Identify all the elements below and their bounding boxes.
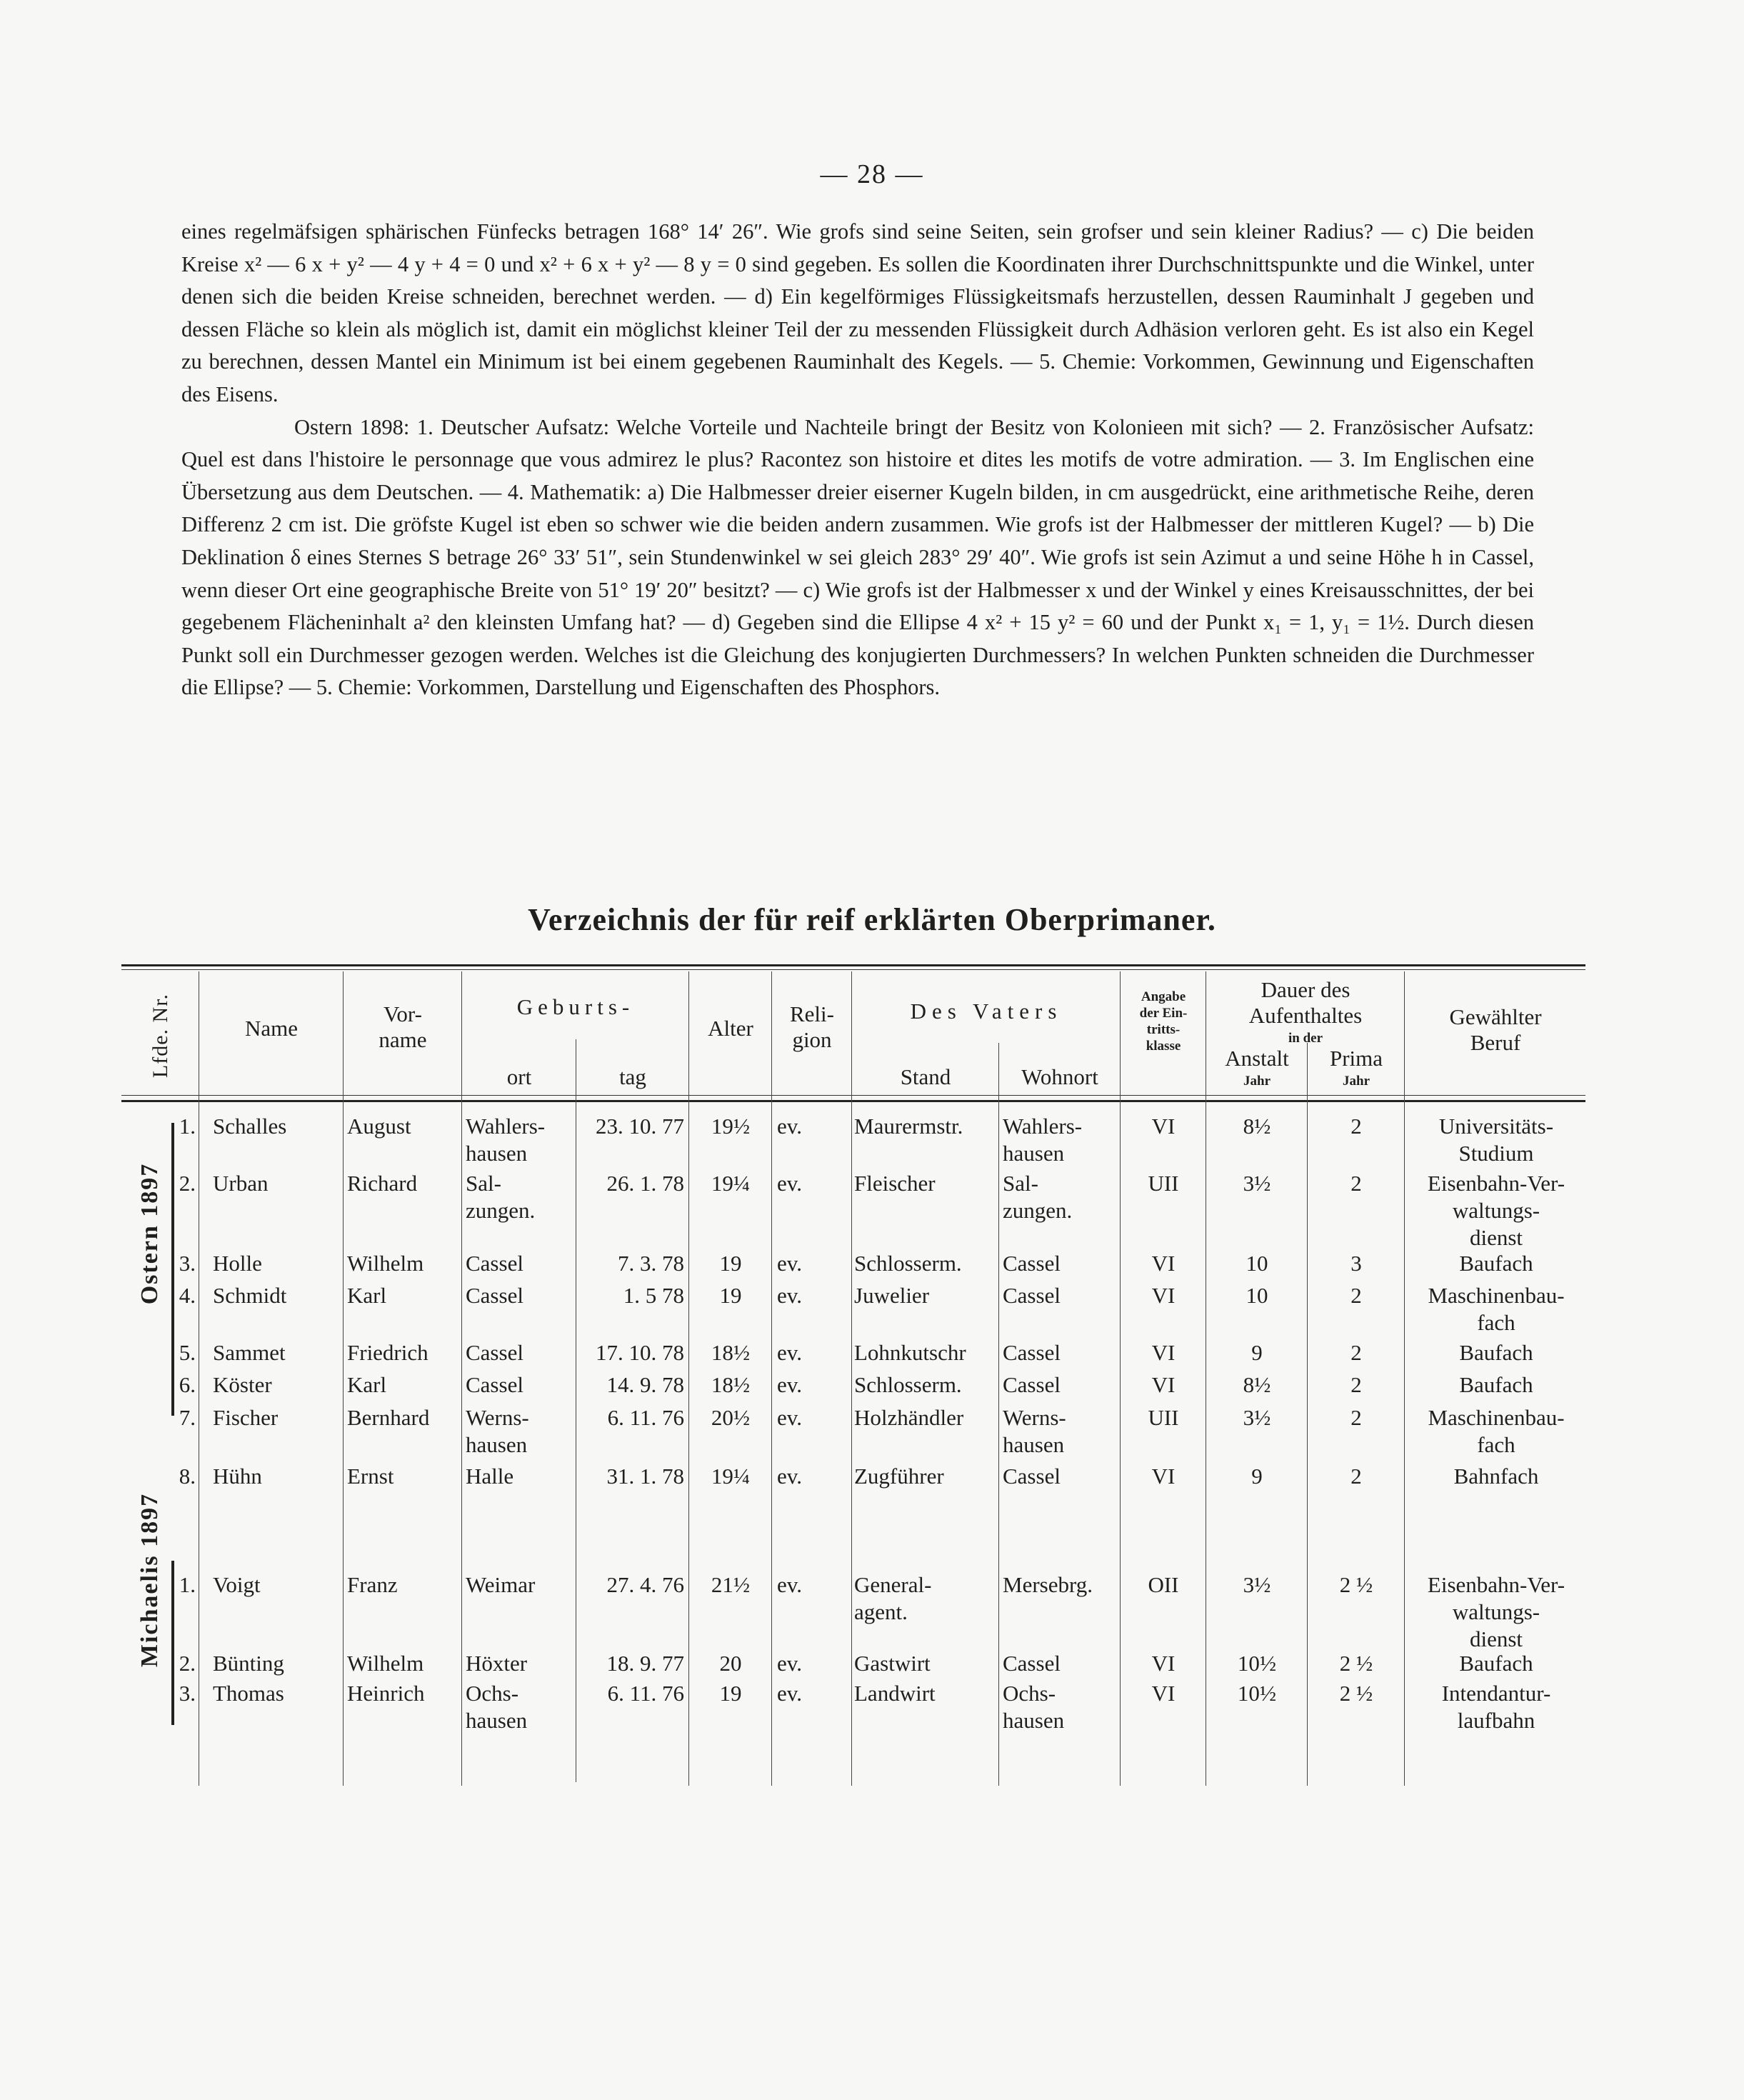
cell-religion: ev. xyxy=(777,1340,802,1365)
cell-tag: 7. 3. 78 xyxy=(618,1251,684,1276)
cell-beruf: Eisenbahn-Ver- waltungs- dienst xyxy=(1427,1171,1565,1250)
cell-vorname: Heinrich xyxy=(347,1681,425,1706)
cell-alter: 19¼ xyxy=(711,1464,751,1489)
cell-wohnort: Cassel xyxy=(1003,1251,1061,1276)
cell-stand: Juwelier xyxy=(854,1283,930,1308)
cell-tag: 27. 4. 76 xyxy=(606,1572,684,1597)
cell-anstalt: 3½ xyxy=(1243,1405,1271,1430)
cell-tag: 6. 11. 76 xyxy=(607,1405,684,1430)
header-jahr-prima: Jahr xyxy=(1343,1074,1370,1089)
cell-prima: 2 xyxy=(1350,1405,1362,1430)
cell-beruf: Maschinenbau- fach xyxy=(1428,1283,1565,1335)
header-jahr-anstalt: Jahr xyxy=(1243,1074,1271,1089)
cell-nr: 4. xyxy=(179,1283,196,1308)
cell-religion: ev. xyxy=(777,1283,802,1308)
cell-ort: Höxter xyxy=(466,1651,528,1676)
header-angabe: Angabe der Ein- tritts- klasse xyxy=(1139,989,1188,1054)
body-text xyxy=(181,216,1534,704)
cell-beruf: Baufach xyxy=(1459,1251,1533,1276)
cell-prima: 2 xyxy=(1350,1464,1362,1489)
cell-klasse: VI xyxy=(1151,1372,1176,1397)
header-vater-wohnort: Wohnort xyxy=(1021,1064,1098,1089)
cell-ort: Wahlers- hausen xyxy=(466,1114,546,1166)
cell-beruf: Bahnfach xyxy=(1453,1464,1539,1489)
cell-name: Voigt xyxy=(213,1572,261,1597)
cell-ort: Cassel xyxy=(466,1372,523,1397)
cell-tag: 23. 10. 77 xyxy=(596,1114,684,1139)
cell-vorname: Karl xyxy=(347,1283,387,1308)
header-anstalt: Anstalt xyxy=(1225,1046,1289,1071)
cell-name: Bünting xyxy=(213,1651,284,1676)
cell-stand: General- agent. xyxy=(854,1572,932,1624)
cell-nr: 5. xyxy=(179,1340,196,1365)
cell-prima: 2 ½ xyxy=(1339,1651,1373,1676)
cell-prima: 2 ½ xyxy=(1339,1572,1373,1597)
cell-alter: 19½ xyxy=(711,1114,751,1139)
cell-anstalt: 10 xyxy=(1246,1283,1268,1308)
cell-name: Hühn xyxy=(213,1464,262,1489)
cell-alter: 18½ xyxy=(711,1340,751,1365)
cell-name: Köster xyxy=(213,1372,272,1397)
cell-religion: ev. xyxy=(777,1114,802,1139)
header-prima: Prima xyxy=(1329,1046,1383,1071)
cell-ort: Weimar xyxy=(466,1572,536,1597)
cell-alter: 19¼ xyxy=(711,1171,751,1196)
cell-klasse: VI xyxy=(1151,1114,1176,1139)
cell-alter: 19 xyxy=(719,1681,742,1706)
cell-vorname: Friedrich xyxy=(347,1340,429,1365)
table-title: Verzeichnis der für reif erklärten Oberprimaner. xyxy=(528,902,1216,937)
cell-stand: Lohnkutschr xyxy=(854,1340,966,1365)
cell-vorname: Wilhelm xyxy=(347,1651,424,1676)
cell-tag: 18. 9. 77 xyxy=(606,1651,684,1676)
cell-klasse: VI xyxy=(1151,1251,1176,1276)
cell-beruf: Maschinenbau- fach xyxy=(1428,1405,1565,1457)
cell-tag: 17. 10. 78 xyxy=(596,1340,684,1365)
cell-klasse: VI xyxy=(1151,1283,1176,1308)
cell-vorname: Bernhard xyxy=(347,1405,430,1430)
cell-prima: 2 xyxy=(1350,1283,1362,1308)
header-geburts-tag: tag xyxy=(619,1064,646,1089)
cell-tag: 14. 9. 78 xyxy=(606,1372,684,1397)
cell-anstalt: 3½ xyxy=(1243,1572,1271,1597)
cell-nr: 3. xyxy=(179,1251,196,1276)
cell-anstalt: 9 xyxy=(1251,1340,1263,1365)
cell-vorname: Ernst xyxy=(347,1464,394,1489)
cell-wohnort: Mersebrg. xyxy=(1003,1572,1093,1597)
cell-beruf: Universitäts- Studium xyxy=(1438,1114,1554,1166)
header-in-der: in der xyxy=(1288,1031,1323,1046)
header-vaters: Des Vaters xyxy=(910,999,1063,1024)
group-label-michaelis: Michaelis 1897 xyxy=(136,1492,163,1668)
cell-religion: ev. xyxy=(777,1681,802,1706)
cell-nr: 3. xyxy=(179,1681,196,1706)
cell-name: Sammet xyxy=(213,1340,286,1365)
cell-beruf: Baufach xyxy=(1459,1651,1533,1676)
cell-stand: Landwirt xyxy=(854,1681,936,1706)
cell-tag: 6. 11. 76 xyxy=(607,1681,684,1706)
header-geburts-ort: ort xyxy=(506,1064,532,1089)
cell-wohnort: Cassel xyxy=(1003,1340,1061,1365)
graduates-table xyxy=(121,964,1585,1807)
cell-anstalt: 8½ xyxy=(1243,1372,1271,1397)
cell-vorname: Franz xyxy=(347,1572,398,1597)
cell-klasse: VI xyxy=(1151,1340,1176,1365)
cell-wohnort: Cassel xyxy=(1003,1464,1061,1489)
cell-religion: ev. xyxy=(777,1572,802,1597)
cell-nr: 1. xyxy=(179,1572,196,1597)
page-number: — 28 — xyxy=(820,159,924,189)
cell-name: Schalles xyxy=(213,1114,287,1139)
group-label-ostern: Ostern 1897 xyxy=(136,1162,163,1305)
cell-wohnort: Cassel xyxy=(1003,1651,1061,1676)
cell-nr: 6. xyxy=(179,1372,196,1397)
cell-anstalt: 3½ xyxy=(1243,1171,1271,1196)
cell-stand: Schlosserm. xyxy=(854,1251,962,1276)
cell-stand: Fleischer xyxy=(854,1171,936,1196)
paragraph: eines regelmäfsigen sphärischen Fünfecks betragen 168° 14′ 26″. Wie grofs sind seine Seiten, sein grofser und sein kleiner Radius? — c) Die beiden Kreise x² — 6 x + y² — 4 y + 4 = 0 und x² + 6 x + y² — 8 y = 0 sind gegeben. Es sollen die Koordinaten ihrer Durchschnittspunkte und die Winkel, unter denen sich die beiden Kreise schneiden, berechnet werden. — d) Ein kegelförmiges Flüssigkeitsmafs herzustellen, dessen Rauminhalt J gegeben und dessen Fläche so klein als möglich ist, damit ein möglichst kleiner Teil der zu messenden Flüssigkeit durch Adhäsion verloren geht. Es ist also ein Kegel zu berechnen, dessen Mantel ein Minimum ist bei einem gegebenen Rauminhalt des Kegels. — 5. Chemie: Vorkommen, Gewinnung und Eigenschaften des Eisens. xyxy=(181,219,1534,406)
cell-alter: 20½ xyxy=(711,1405,751,1430)
cell-ort: Cassel xyxy=(466,1283,523,1308)
cell-tag: 1. 5 78 xyxy=(623,1283,684,1308)
cell-wohnort: Ochs- hausen xyxy=(1003,1681,1065,1733)
header-lfde-nr: Lfde. Nr. xyxy=(149,993,172,1079)
cell-alter: 19 xyxy=(719,1283,742,1308)
cell-religion: ev. xyxy=(777,1372,802,1397)
cell-vorname: Richard xyxy=(347,1171,418,1196)
cell-stand: Zugführer xyxy=(854,1464,944,1489)
cell-nr: 2. xyxy=(179,1651,196,1676)
cell-stand: Maurermstr. xyxy=(854,1114,963,1139)
cell-name: Fischer xyxy=(213,1405,279,1430)
cell-wohnort: Wahlers- hausen xyxy=(1003,1114,1083,1166)
cell-beruf: Baufach xyxy=(1459,1372,1533,1397)
cell-stand: Holzhändler xyxy=(854,1405,964,1430)
header-geburts: Geburts- xyxy=(516,994,635,1019)
cell-religion: ev. xyxy=(777,1405,802,1430)
cell-vorname: Wilhelm xyxy=(347,1251,424,1276)
cell-alter: 20 xyxy=(719,1651,742,1676)
cell-anstalt: 10 xyxy=(1246,1251,1268,1276)
cell-alter: 19 xyxy=(719,1251,742,1276)
cell-vorname: August xyxy=(347,1114,411,1139)
cell-ort: Halle xyxy=(466,1464,514,1489)
header-dauer: Dauer des Aufenthaltes xyxy=(1248,977,1363,1028)
cell-prima: 2 xyxy=(1350,1171,1362,1196)
cell-beruf: Intendantur- laufbahn xyxy=(1441,1681,1551,1733)
cell-prima: 3 xyxy=(1350,1251,1362,1276)
cell-name: Thomas xyxy=(213,1681,284,1706)
cell-tag: 26. 1. 78 xyxy=(606,1171,684,1196)
cell-ort: Sal- zungen. xyxy=(466,1171,536,1223)
cell-nr: 7. xyxy=(179,1405,196,1430)
cell-religion: ev. xyxy=(777,1651,802,1676)
cell-tag: 31. 1. 78 xyxy=(606,1464,684,1489)
cell-alter: 21½ xyxy=(711,1572,751,1597)
cell-stand: Schlosserm. xyxy=(854,1372,962,1397)
header-vater-stand: Stand xyxy=(900,1064,951,1089)
cell-wohnort: Cassel xyxy=(1003,1283,1061,1308)
cell-prima: 2 ½ xyxy=(1339,1681,1373,1706)
cell-anstalt: 8½ xyxy=(1243,1114,1271,1139)
cell-religion: ev. xyxy=(777,1171,802,1196)
cell-name: Holle xyxy=(213,1251,262,1276)
cell-anstalt: 10½ xyxy=(1237,1681,1277,1706)
cell-wohnort: Sal- zungen. xyxy=(1003,1171,1073,1223)
cell-beruf: Eisenbahn-Ver- waltungs- dienst xyxy=(1427,1572,1565,1651)
header-vorname: Vor- name xyxy=(379,1001,427,1052)
cell-religion: ev. xyxy=(777,1251,802,1276)
paragraph: Ostern 1898: 1. Deutscher Aufsatz: Welche Vorteile und Nachteile bringt der Besitz von Kolonieen mit sich? — 2. Französischer Aufsatz: Quel est dans l'histoire le personnage que vous admirez le plus? Racontez son histoire et dites les motifs de votre admiration. — 3. Im Englischen eine Übersetzung aus dem Deutschen. — 4. Mathematik: a) Die Halbmesser dreier eiserner Kugeln bilden, in cm ausgedrückt, eine arithmetische Reihe, deren Differenz 2 cm ist. Die gröfste Kugel ist eben so schwer wie die beiden andern zusammen. Wie grofs ist der Halbmesser der mittleren Kugel? — b) Die Deklination δ eines Sternes S betrage 26° 33′ 51″, sein Stundenwinkel w sei gleich 283° 29′ 40″. Wie grofs ist sein Azimut a und seine Höhe h in Cassel, wenn dieser Ort eine geographische Breite von 51° 19′ 20″ besitzt? — c) Wie grofs ist der Halbmesser x und der Winkel y eines Kreisausschnittes, der bei gegebenem Flächeninhalt a² den kleinsten Umfang hat? — d) Gegeben sind die Ellipse 4 x² + 15 y² = 60 und der Punkt x₁ = 1, y₁ = 1½. Durch diesen Punkt soll ein Durchmesser gezogen werden. Welches ist die Gleichung des konjugierten Durchmessers? In welchen Punkten schneiden die Durchmesser die Ellipse? — 5. Chemie: Vorkommen, Darstellung und Eigenschaften des Phosphors. xyxy=(181,414,1534,700)
cell-nr: 1. xyxy=(179,1114,196,1139)
cell-ort: Cassel xyxy=(466,1340,523,1365)
header-beruf: Gewählter Beruf xyxy=(1449,1004,1542,1055)
cell-klasse: OII xyxy=(1148,1572,1179,1597)
cell-religion: ev. xyxy=(777,1464,802,1489)
cell-name: Schmidt xyxy=(213,1283,287,1308)
header-alter: Alter xyxy=(708,1016,753,1041)
cell-ort: Cassel xyxy=(466,1251,523,1276)
cell-klasse: UII xyxy=(1148,1405,1179,1430)
cell-stand: Gastwirt xyxy=(854,1651,931,1676)
cell-beruf: Baufach xyxy=(1459,1340,1533,1365)
cell-wohnort: Cassel xyxy=(1003,1372,1061,1397)
header-name: Name xyxy=(244,1016,299,1041)
cell-prima: 2 xyxy=(1350,1372,1362,1397)
cell-alter: 18½ xyxy=(711,1372,751,1397)
cell-nr: 8. xyxy=(179,1464,196,1489)
cell-klasse: UII xyxy=(1148,1171,1179,1196)
cell-wohnort: Werns- hausen xyxy=(1003,1405,1066,1457)
cell-ort: Werns- hausen xyxy=(466,1405,529,1457)
cell-klasse: VI xyxy=(1151,1681,1176,1706)
cell-vorname: Karl xyxy=(347,1372,387,1397)
cell-ort: Ochs- hausen xyxy=(466,1681,528,1733)
header-religion: Reli- gion xyxy=(790,1001,834,1052)
cell-klasse: VI xyxy=(1151,1651,1176,1676)
cell-name: Urban xyxy=(213,1171,269,1196)
cell-anstalt: 9 xyxy=(1251,1464,1263,1489)
cell-klasse: VI xyxy=(1151,1464,1176,1489)
cell-nr: 2. xyxy=(179,1171,196,1196)
cell-anstalt: 10½ xyxy=(1237,1651,1277,1676)
cell-prima: 2 xyxy=(1350,1114,1362,1139)
cell-prima: 2 xyxy=(1350,1340,1362,1365)
